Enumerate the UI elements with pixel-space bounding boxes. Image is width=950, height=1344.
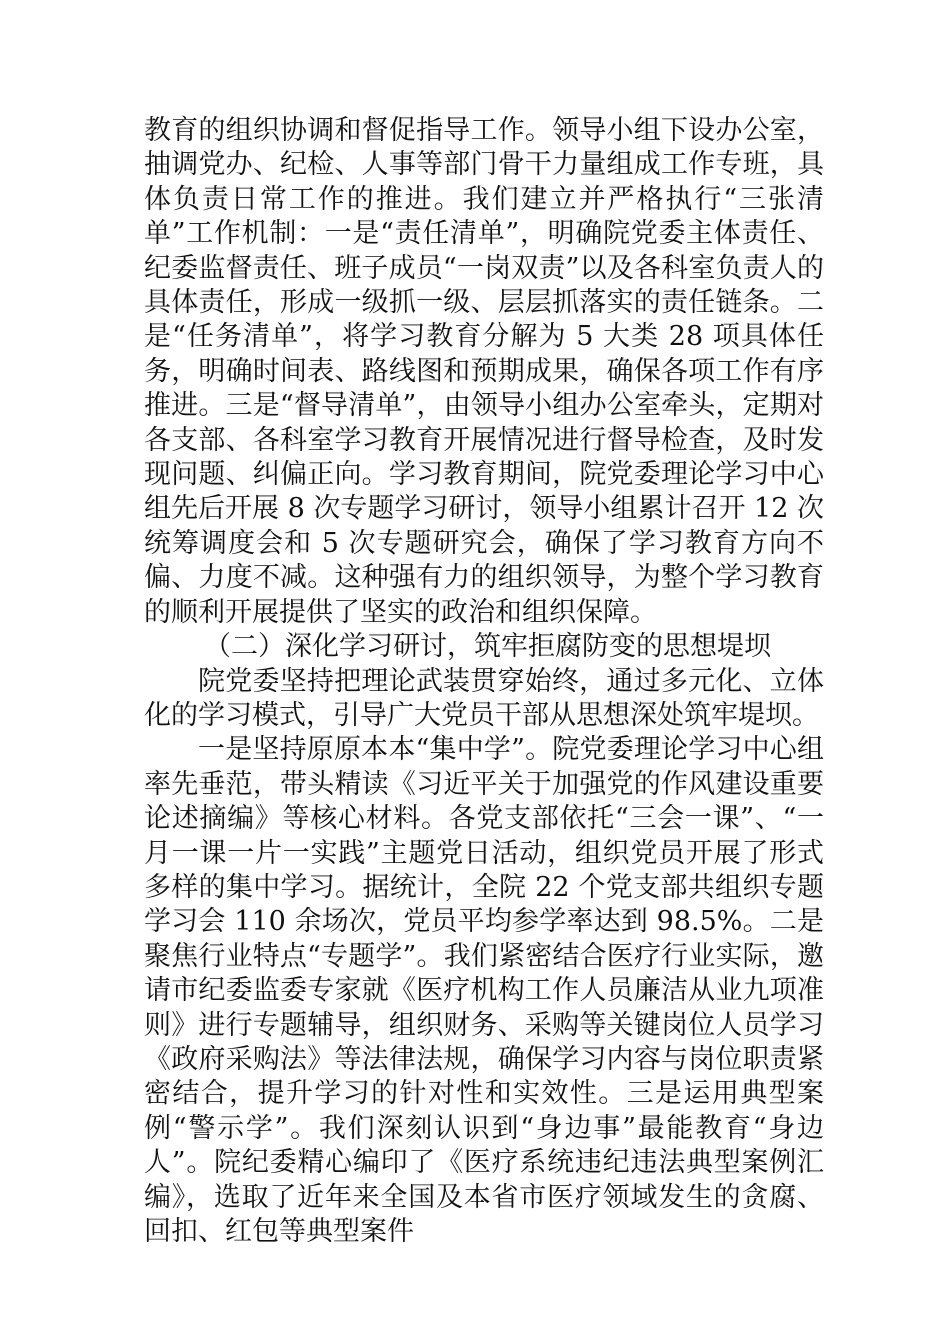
- paragraph: 院党委坚持把理论武装贯穿始终，通过多元化、立体化的学习模式，引导广大党员干部从思想深处筑牢堤坝。: [144, 665, 824, 731]
- paragraph: 一是坚持原原本本“集中学”。院党委理论学习中心组率先垂范，带头精读《习近平关于加强党的作风建设重要论述摘编》等核心材料。各党支部依托“三会一课”、“一月一课一片一实践”主题党日活动，组织党员开展了形式多样的集中学习。据统计，全院 22 个党支部共组织专题学习会 110 余场次，党员平均参学率达到 98.5%。二是聚焦行业特点“专题学”。我们紧密结合医疗行业实际，邀请市纪委监委专家就《医疗机构工作人员廉洁从业九项准则》进行专题辅导，组织财务、采购等关键岗位人员学习《政府采购法》等法律法规，确保学习内容与岗位职责紧密结合，提升学习的针对性和实效性。三是运用典型案例“警示学”。我们深刻认识到“身边事”最能教育“身边人”。院纪委精心编印了《医疗系统违纪违法典型案例汇编》，选取了近年来全国及本省市医疗领域发生的贪腐、回扣、红包等典型案件: [144, 734, 824, 1247]
- section-heading: （二）深化学习研讨，筑牢拒腐防变的思想堤坝: [204, 631, 771, 663]
- document-body: [144, 114, 824, 1249]
- paragraph-continued: 教育的组织协调和督促指导工作。领导小组下设办公室，抽调党办、纪检、人事等部门骨干力量组成工作专班，具体负责日常工作的推进。我们建立并严格执行“三张清单”工作机制：一是“责任清单”，明确院党委主体责任、纪委监督责任、班子成员“一岗双责”以及各科室负责人的具体责任，形成一级抓一级、层层抓落实的责任链条。二是“任务清单”，将学习教育分解为 5 大类 28 项具体任务，明确时间表、路线图和预期成果，确保各项工作有序推进。三是“督导清单”，由领导小组办公室牵头，定期对各支部、各科室学习教育开展情况进行督导检查，及时发现问题、纠偏正向。学习教育期间，院党委理论学习中心组先后开展 8 次专题学习研讨，领导小组累计召开 12 次统筹调度会和 5 次专题研究会，确保了学习教育方向不偏、力度不减。这种强有力的组织领导，为整个学习教育的顺利开展提供了坚实的政治和组织保障。: [144, 115, 824, 628]
